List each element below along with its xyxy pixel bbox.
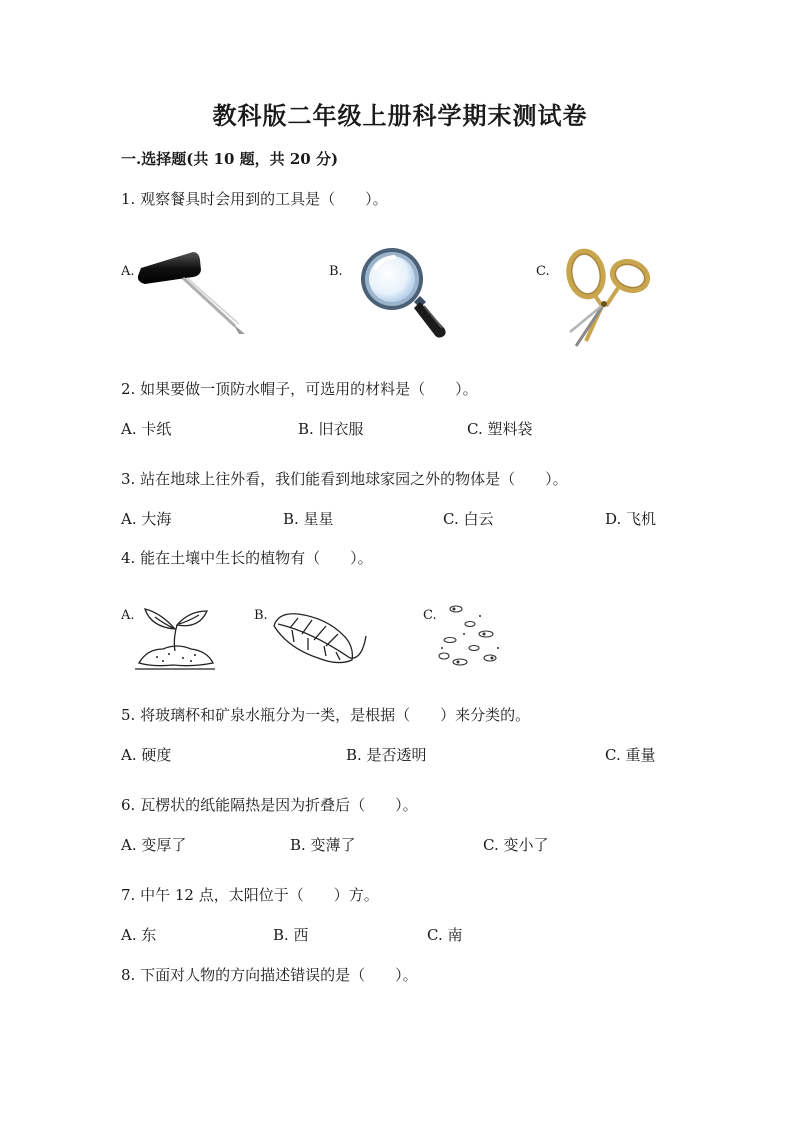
q3-option-a: A. 大海 (121, 510, 172, 528)
q4-option-a-label: A. (121, 608, 135, 623)
tweezers-probe-icon (133, 246, 258, 341)
question-3: 3. 站在地球上往外看，我们能看到地球家园之外的物体是（ ）。 (121, 470, 568, 488)
question-5: 5. 将玻璃杯和矿泉水瓶分为一类，是根据（ ）来分类的。 (121, 706, 531, 724)
question-4: 4. 能在土壤中生长的植物有（ ）。 (121, 549, 373, 567)
q7-option-c: C. 南 (427, 926, 463, 944)
question-1: 1. 观察餐具时会用到的工具是（ ）。 (121, 190, 388, 208)
q5-option-c: C. 重量 (605, 746, 656, 764)
q3-option-c: C. 白云 (443, 510, 494, 528)
question-2: 2. 如果要做一顶防水帽子，可选用的材料是（ ）。 (121, 380, 478, 398)
q6-option-b: B. 变薄了 (290, 836, 356, 854)
q6-option-a: A. 变厚了 (121, 836, 187, 854)
page-title: 教科版二年级上册科学期末测试卷 (212, 101, 588, 130)
q5-option-a: A. 硬度 (121, 746, 172, 764)
q7-option-b: B. 西 (273, 926, 309, 944)
q3-option-d: D. 飞机 (605, 510, 657, 528)
q3-option-b: B. 星星 (283, 510, 334, 528)
q7-option-a: A. 东 (121, 926, 157, 944)
leaf-icon (268, 608, 373, 670)
section-heading: 一.选择题(共 10 题，共 20 分) (121, 150, 339, 168)
q4-option-c-label: C. (423, 608, 437, 623)
q1-option-c-label: C. (536, 264, 550, 279)
q2-option-c: C. 塑料袋 (467, 420, 533, 438)
q5-option-b: B. 是否透明 (346, 746, 427, 764)
question-6: 6. 瓦楞状的纸能隔热是因为折叠后（ ）。 (121, 796, 418, 814)
scissors-icon (556, 246, 658, 349)
q1-option-b-label: B. (329, 264, 343, 279)
pebbles-icon (434, 604, 506, 670)
q1-option-a-label: A. (121, 264, 135, 279)
q6-option-c: C. 变小了 (483, 836, 549, 854)
sprout-icon (133, 603, 218, 673)
q2-option-a: A. 卡纸 (121, 420, 172, 438)
question-8: 8. 下面对人物的方向描述错误的是（ ）。 (121, 966, 418, 984)
q4-option-b-label: B. (254, 608, 268, 623)
q2-option-b: B. 旧衣服 (298, 420, 364, 438)
question-7: 7. 中午 12 点，太阳位于（ ）方。 (121, 886, 379, 904)
magnifying-glass-icon (356, 244, 451, 341)
